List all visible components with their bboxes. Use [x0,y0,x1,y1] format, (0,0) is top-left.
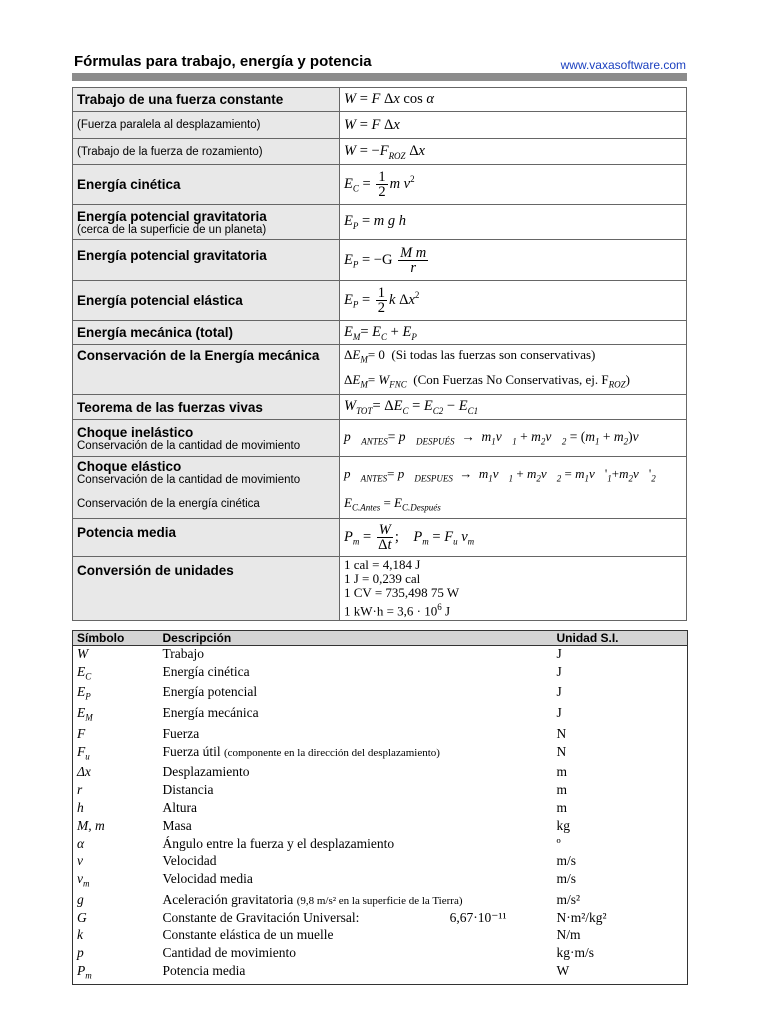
unit-cell: N [556,725,567,741]
symbol-cell: $v_m$ [77,871,90,889]
formula-choque-elastico-2: $E_{C.Antes} = E_{C.Después}$ [344,494,441,513]
header-simbolo: Símbolo [73,631,159,646]
symbol-cell: $F_u$ [77,743,90,762]
label-trabajo-rozamiento: (Trabajo de la fuerza de rozamiento) [77,145,263,158]
symbol-row [73,818,688,836]
description-cell: Altura [162,799,197,815]
label-choque-elastico-nota2: Conservación de la energía cinética [77,498,260,510]
symbol-row [73,871,688,892]
label-energia-mecanica: Energía mecánica (total) [77,325,234,340]
label-fuerzas-vivas: Teorema de las fuerzas vivas [77,399,263,415]
unit-cell: m/s [556,853,577,869]
symbol-cell: h [77,799,84,815]
unit-cell: J [556,663,562,679]
symbol-row [73,646,688,664]
conversion-line-3: 1 CV = 735,498 75 W [344,585,460,600]
description-cell: Constante de Gravitación Universal: 6,67·10⁻¹¹ [162,909,507,925]
page-title: Fórmulas para trabajo, energía y potencia [74,53,372,70]
conversion-line-2: 1 J = 0,239 cal [344,571,421,586]
symbol-row [73,927,688,945]
formula-potencia-media: $P_m$ = $\frac{W}{\Delta t}$ ; $P_m = F_u$ $v_m$ [344,522,475,553]
symbol-cell: M, m [77,817,105,833]
unit-cell: N·m²/kg² [556,909,607,925]
header-unidad: Unidad S.I. [553,631,688,646]
unit-cell: m [556,782,568,798]
formula-potencial-gravitatoria-superficie: $E_P = m$ g h [344,213,407,231]
nota-no-conservativas: (Con Fuerzas No Conservativas, ej. F [413,371,609,387]
symbol-row [73,892,688,910]
formula-potencial-gravitatoria: $E_P = -G$ $\frac{\text{M m}}{r}$ [344,244,427,276]
label-choque-elastico: Choque elástico [77,459,182,474]
unit-cell: N [556,743,567,759]
description-cell: Energía potencial [162,684,258,700]
description-cell: Desplazamiento [162,764,250,780]
label-potencial-gravitatoria: Energía potencial gravitatoria [77,248,267,263]
label-choque-elastico-nota1: Conservación de la cantidad de movimiento [77,474,301,486]
conversion-line-4: 1 $kW\cdot h = 3,6 \cdot 10^6$ J [344,602,451,619]
unit-cell: º [556,835,561,851]
symbol-row [73,782,688,800]
unit-cell: W [556,963,570,978]
formula-potencial-elastica: $E_P$ = $\frac{1}{2}$ k $\Delta x^2$ [344,285,420,316]
label-conservacion-energia: Conservación de la Energía mecánica [77,348,320,363]
description-cell: Distancia [162,782,214,798]
description-cell: Potencia media [162,963,246,978]
symbol-cell: $E_C$ [77,663,92,682]
symbol-cell: G [77,909,87,925]
formula-choque-inelastico: $p⃗_{ANTES}=$ $p⃗_{DESPUÉS}$ → $m_1v⃗_1$ + $m_2v⃗_2 = (m_1$ + $m_2)v⃗$ [344,429,650,447]
unit-cell: kg [556,817,570,833]
label-potencia-media: Potencia media [77,525,177,540]
header-descripcion: Descripción [159,631,553,646]
formula-fuerzas-vivas: $W_{TOT}= \Delta E_C = E_{C2} - E_{C1}$ [344,398,479,416]
symbols-table-body [73,646,688,985]
symbol-cell: F [77,725,86,741]
unit-cell: m/s² [556,891,581,907]
unit-cell: N/m [556,927,581,943]
symbol-row [73,726,688,744]
description-cell: Ángulo entre la fuerza y el desplazamiento [162,835,395,851]
unit-cell: J [556,646,562,661]
formula-trabajo-rozamiento: $W = -F_{ROZ}$ Δx [344,142,425,161]
description-cell: Velocidad media [162,871,253,887]
label-trabajo-paralela: (Fuerza paralela al desplazamiento) [77,119,261,131]
symbol-row [73,963,688,984]
label-choque-inelastico: Choque inelástico [77,424,194,440]
label-energia-cinetica: Energía cinética [77,177,181,192]
description-cell: Trabajo [162,646,205,661]
symbol-row [73,705,688,726]
description-cell: Velocidad [162,853,217,869]
symbol-cell: $E_M$ [77,705,93,723]
formula-energia-mecanica: $E_M= E_C + E_P$ [344,323,417,342]
label-potencial-gravitatoria-superficie: Energía potencial gravitatoria [77,208,267,224]
symbol-row [73,684,688,705]
unit-cell: J [556,684,562,700]
label-potencial-elastica: Energía potencial elástica [77,293,243,308]
unit-cell: m/s [556,871,577,887]
formula-energia-cinetica: $E_C$ = $\frac{1}{2}$ m $v^2$ [344,169,415,200]
symbol-cell: $P_m$ [77,963,92,981]
symbol-row [73,910,688,928]
description-cell: Constante elástica de un muelle [162,927,334,943]
description-cell: Masa [162,817,192,833]
nota-conservativas: (Si todas las fuerzas son conservativas) [391,346,596,362]
symbol-row [73,764,688,782]
unit-cell: m [556,764,568,780]
formula-conservacion-1: $\Delta E_M= 0$ (Si todas las fuerzas son conservativas) [344,346,596,365]
description-cell: Energía mecánica [162,705,259,721]
symbol-row [73,836,688,854]
symbol-row [73,664,688,685]
formula-trabajo-paralela: W = F Δx [344,116,400,133]
label-potencial-gravitatoria-superficie-nota: (cerca de la superficie de un planeta) [77,223,267,236]
symbol-cell: v [77,853,83,869]
symbols-table [72,630,688,985]
symbol-cell: k [77,927,83,943]
formula-conservacion-2: $\Delta E_M= W_{FNC}$ (Con Fuerzas No Conservativas, ej. $F_{ROZ}$) [344,371,630,390]
unit-cell: m [556,799,568,815]
label-trabajo: Trabajo de una fuerza constante [77,92,284,107]
symbol-cell: $E_P$ [77,684,91,703]
symbol-row [73,853,688,871]
description-cell: Fuerza útil (componente en la dirección del desplazamiento) [162,743,440,759]
symbol-cell: α [77,835,85,851]
formula-choque-elastico-1: $p⃗_{ANTES}=$ $p⃗_{DESPUES}$ → $m_1v⃗_1$ + $m_2v⃗_2$ = $m_1v⃗'_1+m_2v⃗'_2$ [344,466,656,484]
symbol-row [73,800,688,818]
unit-cell: J [556,705,562,721]
label-choque-inelastico-nota: Conservación de la cantidad de movimiento [77,439,301,452]
description-cell: Energía cinética [162,663,250,679]
label-conversion-unidades: Conversión de unidades [77,563,234,578]
header-divider [72,73,687,81]
formula-trabajo: W = F Δx cos α [344,91,434,107]
symbol-cell: W [77,646,89,661]
website-link[interactable]: www.vaxasoftware.com [560,58,686,72]
description-cell: Fuerza [162,725,200,741]
symbol-row [73,744,688,765]
description-cell: Aceleración gravitatoria (9,8 m/s² en la superficie de la Tierra) [162,891,463,907]
description-cell: Cantidad de movimiento [162,945,296,961]
symbol-cell: p [77,945,84,961]
conversion-line-1: 1 cal = 4,184 J [344,557,421,572]
formulas-table [72,87,687,621]
symbol-cell: g [77,891,84,907]
symbol-cell: Δx [77,764,91,780]
unit-cell: kg·m/s [556,945,595,961]
symbol-row [73,945,688,963]
symbol-cell: r [77,782,83,798]
formula-row-trabajo [73,88,687,112]
